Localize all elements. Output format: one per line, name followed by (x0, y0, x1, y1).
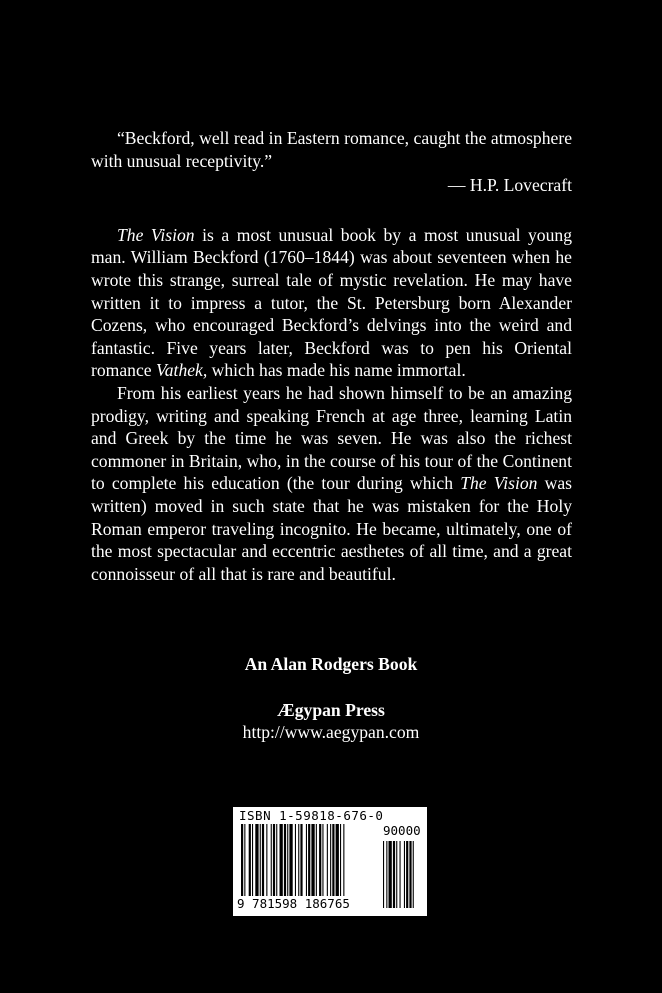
description-paragraph-1 (91, 224, 572, 382)
quote-attribution: — H.P. Lovecraft (447, 175, 572, 196)
book-title-italic-2: The Vision (460, 473, 538, 494)
description-paragraph-2 (91, 382, 572, 585)
addon-bar (400, 841, 401, 908)
publisher-url: http://www.aegypan.com (242, 722, 420, 742)
vathek-title-italic: Vathek, (155, 360, 208, 381)
addon-bar (404, 841, 405, 908)
book-title-italic: The Vision (117, 224, 195, 245)
paragraph-1-text-b: which has made his name immortal. (207, 360, 466, 381)
isbn-barcode (233, 807, 427, 916)
addon-bar (413, 841, 414, 908)
paragraph-1-text-a: is a most unusual book by a most unusual young man. William Beckford (1760–1844) was about seventeen when he wrote this strange, surreal tale of mystic revelation. He may have written it to impress a tutor, the St. Petersburg born Alexander Cozens, who encouraged Beckford’s delvings into the weird and fantastic. Five years later, Beckford was to pen his Oriental romance (91, 224, 572, 381)
publisher-name: Ægypan Press (277, 700, 385, 720)
paragraph-2-text-b: was written) moved in such state that he was mistaken for the Holy Roman emperor traveling incognito. He became, ultimately, one of the most spectacular and eccentric aesthetes of all time, and a great connoisseur of all that is rare and beautiful. (91, 473, 572, 584)
lovecraft-quote: “Beckford, well read in Eastern romance, caught the atmosphere with unusual receptivity.” (91, 128, 572, 171)
addon-bar (409, 841, 411, 908)
imprint-line: An Alan Rodgers Book (244, 654, 418, 674)
addon-bar (393, 841, 395, 908)
addon-bar (406, 841, 408, 908)
price-code: 90000 (383, 823, 421, 838)
back-cover-text (91, 127, 572, 585)
addon-bar (389, 841, 392, 908)
ean-digits: 9 781598 186765 (237, 896, 350, 911)
isbn-label: ISBN 1-59818-676-0 (239, 808, 384, 823)
paragraph-2-text-a: From his earliest years he had shown himself to be an amazing prodigy, writing and speaking French at age three, learning Latin and Greek by the time he was seven. He was also the richest commoner in Britain, who, in the course of his tour of the Continent to complete his education (the tour during which (91, 382, 572, 494)
addon-bar (386, 841, 387, 908)
addon-bar (383, 841, 384, 908)
addon-bar (396, 841, 397, 908)
